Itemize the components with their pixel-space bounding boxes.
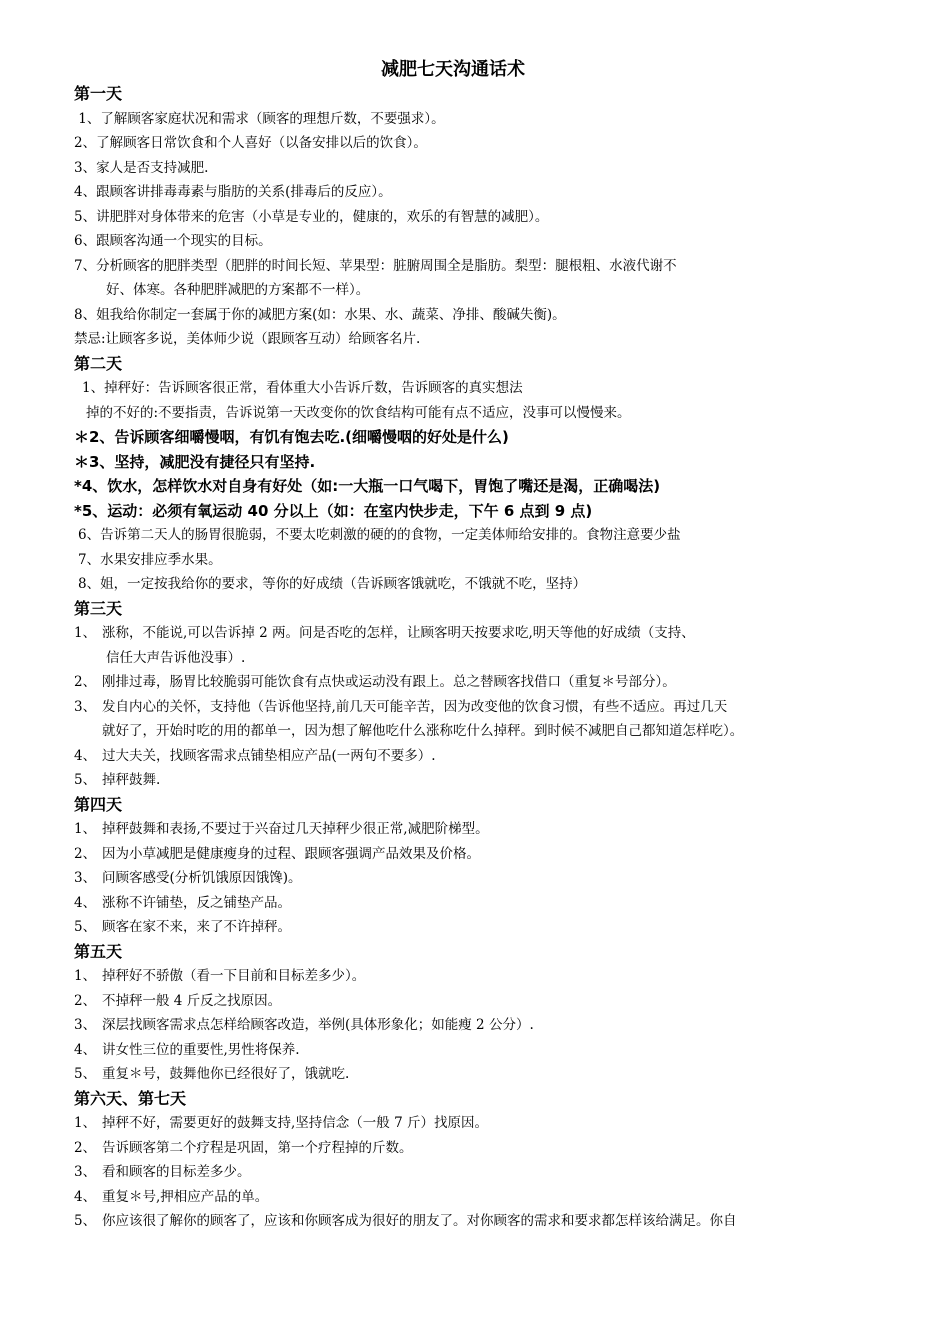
item-text: 好、体寒。各种肥胖减肥的方案都不一样）。 (106, 282, 370, 298)
item-text: 不掉秤一般 4 斤反之找原因。 (102, 992, 282, 1009)
item-text: 1、了解顾客家庭状况和需求（顾客的理想斤数，不要强求）。 (74, 110, 445, 127)
document-title: 减肥七天沟通话术 (381, 59, 525, 80)
day-heading: 第五天 (74, 941, 123, 961)
day-heading: 第二天 (74, 353, 123, 373)
item-number: 4、 (74, 1041, 97, 1058)
item-number: 4、 (74, 747, 97, 764)
list-item (74, 278, 904, 303)
list-item (74, 131, 904, 156)
item-number: 3、 (74, 698, 97, 715)
list-item (74, 817, 904, 842)
list-item (74, 107, 904, 132)
item-text: 禁忌:让顾客多说，美体师少说（跟顾客互动）给顾客名片. (74, 331, 421, 347)
item-text: 涨称不许铺垫，反之铺垫产品。 (102, 894, 291, 911)
list-item (74, 548, 904, 573)
item-text: 6、告诉第二天人的肠胃很脆弱，不要太吃刺激的硬的的食物，一定美体师给安排的。食物注意要少盐 (78, 527, 681, 543)
item-text: 信任大声告诉他没事）. (106, 649, 246, 666)
list-item (74, 1062, 904, 1087)
day-heading: 第三天 (74, 598, 123, 618)
item-text: 顾客在家不来，来了不许掉秤。 (102, 919, 291, 935)
item-text: 就好了，开始时吃的用的都单一，因为想了解他吃什么涨称吃什么掉秤。到时候不减肥自己都知道怎样吃）。 (102, 723, 744, 739)
list-item (74, 1209, 904, 1234)
item-text: 7、分析顾客的肥胖类型（肥胖的时间长短、苹果型：脏腑周围全是脂肪。梨型：腿根粗、水液代谢不 (74, 257, 677, 274)
day-section (74, 793, 904, 940)
item-text: 发自内心的关怀，支持他（告诉他坚持,前几天可能辛苦，因为改变他的饮食习惯，有些不适应。再过几天 (102, 698, 728, 715)
item-text: 7、水果安排应季水果。 (78, 551, 222, 568)
item-text: 涨称，不能说,可以告诉掉 2 两。问是否吃的怎样，让顾客明天按要求吃,明天等他的好成绩（支持、 (102, 625, 695, 641)
list-item (74, 1111, 904, 1136)
item-number: 1、 (74, 968, 97, 984)
item-text: 掉秤不好，需要更好的鼓舞支持,坚持信念（一般 7 斤）找原因。 (102, 1115, 488, 1131)
item-number: 3、 (74, 870, 97, 886)
item-text: ＊2、告诉顾客细嚼慢咽，有饥有饱去吃.(细嚼慢咽的好处是什么) (74, 428, 509, 446)
day-section (74, 1087, 904, 1234)
list-item (74, 842, 904, 867)
day-heading: 第一天 (74, 84, 123, 103)
item-text: ＊3、坚持，减肥没有捷径只有坚持. (74, 452, 316, 471)
item-text: *4、饮水，怎样饮水对自身有好处（如:一大瓶一口气喝下，胃饱了嘴还是渴，正确喝法) (74, 477, 661, 495)
item-number: 2、 (74, 845, 97, 862)
item-number: 1、 (74, 821, 97, 837)
item-text: 掉的不好的:不要指责，告诉说第一天改变你的饮食结构可能有点不适应，没事可以慢慢来。 (86, 404, 631, 421)
list-item (74, 572, 904, 597)
item-text: 掉秤好不骄傲（看一下目前和目标差多少）。 (102, 968, 366, 984)
list-item (74, 254, 904, 279)
item-text: 8、姐我给你制定一套属于你的减肥方案(如：水果、水、蔬菜、净排、酸碱失衡)。 (74, 306, 566, 323)
list-item (74, 1038, 904, 1063)
item-text: 过大夫关，找顾客需求点铺垫相应产品(一两句不要多）. (102, 747, 436, 764)
day-section (74, 940, 904, 1087)
item-number: 5、 (74, 772, 97, 788)
list-item (74, 303, 904, 328)
list-item (74, 1160, 904, 1185)
day-section (74, 597, 904, 793)
day-section (74, 352, 904, 597)
list-item (74, 670, 904, 695)
item-text: 你应该很了解你的顾客了，应该和你顾客成为很好的朋友了。对你顾客的需求和要求都怎样该给满足。你自 (102, 1213, 737, 1229)
item-text: 告诉顾客第二个疗程是巩固，第一个疗程掉的斤数。 (102, 1139, 413, 1156)
list-item (74, 768, 904, 793)
list-item (74, 327, 904, 352)
item-text: 重复＊号，鼓舞他你已经很好了，饿就吃. (102, 1066, 350, 1082)
list-item (74, 1013, 904, 1038)
item-text: 2、了解顾客日常饮食和个人喜好（以备安排以后的饮食）。 (74, 135, 427, 151)
item-number: 1、 (74, 625, 97, 641)
item-text: 掉秤鼓舞和表扬,不要过于兴奋过几天掉秤少很正常,减肥阶梯型。 (102, 821, 489, 837)
item-text: 问顾客感受(分析饥饿原因饿馋)。 (102, 870, 302, 886)
item-number: 2、 (74, 1139, 97, 1156)
day-section (74, 82, 904, 352)
item-text: 掉秤鼓舞. (102, 772, 161, 788)
list-item (74, 156, 904, 181)
item-text: 看和顾客的目标差多少。 (102, 1164, 251, 1180)
list-item (74, 1136, 904, 1161)
item-text: 5、讲肥胖对身体带来的危害（小草是专业的，健康的，欢乐的有智慧的减肥）。 (74, 208, 549, 225)
item-number: 3、 (74, 1017, 97, 1033)
item-number: 2、 (74, 992, 97, 1009)
list-item (74, 621, 904, 646)
list-item (74, 401, 904, 426)
list-item (74, 523, 904, 548)
item-text: 1、掉秤好：告诉顾客很正常，看体重大小告诉斤数，告诉顾客的真实想法 (82, 380, 523, 396)
list-item (74, 646, 904, 671)
item-text: 刚排过毒，肠胃比较脆弱可能饮食有点快或运动没有跟上。总之替顾客找借口（重复＊号部分）。 (102, 674, 676, 690)
item-text: 8、姐，一定按我给你的要求，等你的好成绩（告诉顾客饿就吃，不饿就不吃，坚持） (78, 576, 587, 592)
item-number: 5、 (74, 1213, 97, 1229)
item-text: 3、家人是否支持减肥. (74, 159, 209, 176)
list-item (74, 376, 904, 401)
item-number: 1、 (74, 1115, 97, 1131)
item-number: 2、 (74, 674, 97, 690)
list-item (74, 695, 904, 720)
list-item (74, 915, 904, 940)
list-item (74, 989, 904, 1014)
list-item (74, 744, 904, 769)
item-text: 4、跟顾客讲排毒毒素与脂肪的关系(排毒后的反应）。 (74, 184, 392, 200)
document-body (74, 82, 904, 1234)
item-text: 6、跟顾客沟通一个现实的目标。 (74, 233, 272, 249)
list-item (74, 450, 904, 475)
list-item (74, 499, 904, 524)
list-item (74, 891, 904, 916)
item-text: 因为小草减肥是健康瘦身的过程、跟顾客强调产品效果及价格。 (102, 845, 480, 862)
list-item (74, 180, 904, 205)
day-heading: 第四天 (74, 794, 123, 814)
list-item (74, 964, 904, 989)
list-item (74, 719, 904, 744)
item-number: 5、 (74, 1066, 97, 1082)
list-item (74, 229, 904, 254)
list-item (74, 866, 904, 891)
item-number: 4、 (74, 1188, 97, 1205)
item-number: 5、 (74, 919, 97, 935)
item-text: *5、运动：必须有氧运动 40 分以上（如：在室内快步走，下午 6 点到 9 点) (74, 501, 593, 520)
item-text: 深层找顾客需求点怎样给顾客改造，举例(具体形象化；如能瘦 2 公分）. (102, 1017, 534, 1033)
item-number: 3、 (74, 1164, 97, 1180)
item-text: 讲女性三位的重要性,男性将保养. (102, 1041, 300, 1058)
list-item (74, 205, 904, 230)
item-text: 重复＊号,押相应产品的单。 (102, 1188, 269, 1205)
list-item (74, 474, 904, 499)
list-item (74, 425, 904, 450)
day-heading: 第六天、第七天 (74, 1088, 187, 1108)
list-item (74, 1185, 904, 1210)
item-number: 4、 (74, 894, 97, 911)
